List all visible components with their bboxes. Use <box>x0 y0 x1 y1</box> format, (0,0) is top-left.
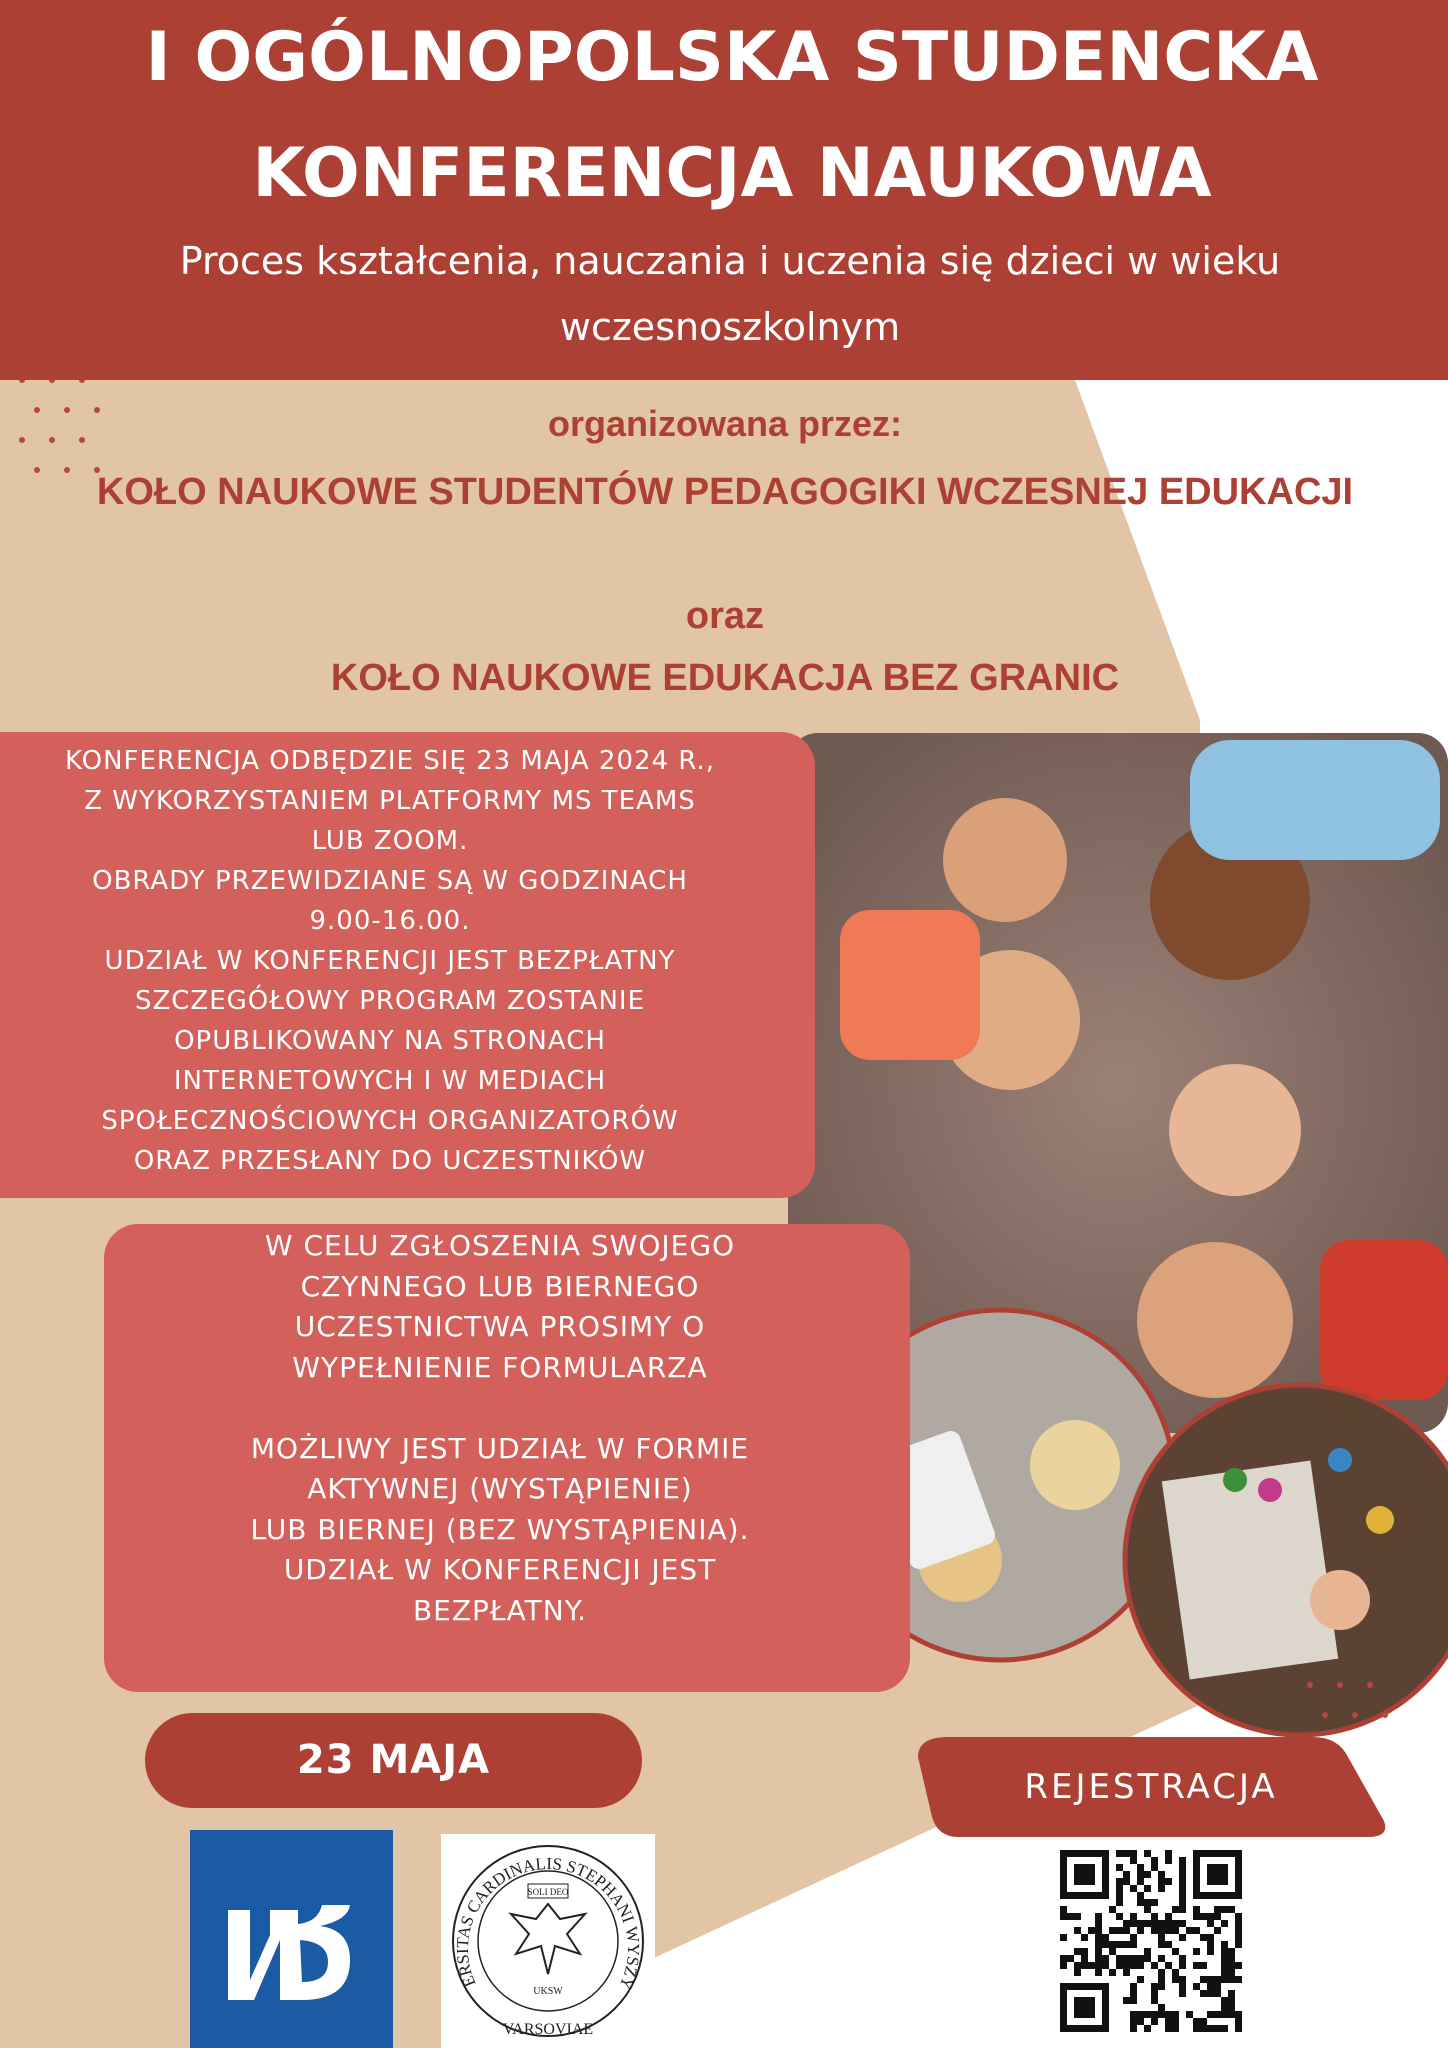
subtitle: Proces kształcenia, nauczania i uczenia się dzieci w wieku wczesnoszkolnym <box>179 239 1281 349</box>
uksw-seal-logo <box>441 1834 655 2048</box>
qr-code-icon[interactable] <box>1048 1838 1253 2048</box>
date-badge: 23 MAJA <box>145 1713 642 1808</box>
organizer-1: KOŁO NAUKOWE STUDENTÓW PEDAGOGIKI WCZESNEJ EDUKACJI <box>96 471 1354 513</box>
uksw-motto: SOLI DEO <box>527 1887 569 1897</box>
registration-info-text: W CELU ZGŁOSZENIA SWOJEGO CZYNNEGO LUB BIERNEGO UCZESTNICTWA PROSIMY O WYPEŁNIENIE FORMULARZA MOŻLIWY JEST UDZIAŁ W FORMIE AKTYWNEJ (WYSTĄPIENIE) LUB BIERNEJ (BEZ WYSTĄPIENIA). UDZIAŁ W KONFERENCJI JEST BEZPŁATNY. <box>250 1229 750 1627</box>
title-line-1: I OGÓLNOPOLSKA STUDENCKA <box>145 18 1319 97</box>
organizer-2: KOŁO NAUKOWE EDUKACJA BEZ GRANIC <box>330 657 1120 699</box>
conference-info-text: KONFERENCJA ODBĘDZIE SIĘ 23 MAJA 2024 R., Z WYKORZYSTANIEM PLATFORMY MS TEAMS LUB ZOOM. OBRADY PRZEWIDZIANE SĄ W GODZINACH 9.00-16.00. UDZIAŁ W KONFERENCJI JEST BEZPŁATNY SZCZEGÓŁOWY PROGRAM ZOSTANIE OPUBLIKOWANY NA STRONACH INTERNETOWYCH I W MEDIACH SPOŁECZNOŚCIOWYCH ORGANIZATORÓW ORAZ PRZESŁANY DO UCZESTNIKÓW <box>64 746 716 1176</box>
title-line-2: KONFERENCJA NAUKOWA <box>252 134 1212 213</box>
uksw-city: VARSOVIAE <box>502 2021 594 2038</box>
organizers-intro: organizowana przez: <box>547 403 903 444</box>
registration-label[interactable]: REJESTRACJA <box>1024 1767 1278 1807</box>
uksw-initials: UKSW <box>533 1986 563 1997</box>
ur-logo <box>190 1830 393 2048</box>
uksw-ring-text: ERSITAS CARDINALIS STEPHANI WYSZY <box>452 1854 644 1993</box>
organizers-and: oraz <box>685 595 765 637</box>
painting-photo <box>1125 1385 1448 1735</box>
